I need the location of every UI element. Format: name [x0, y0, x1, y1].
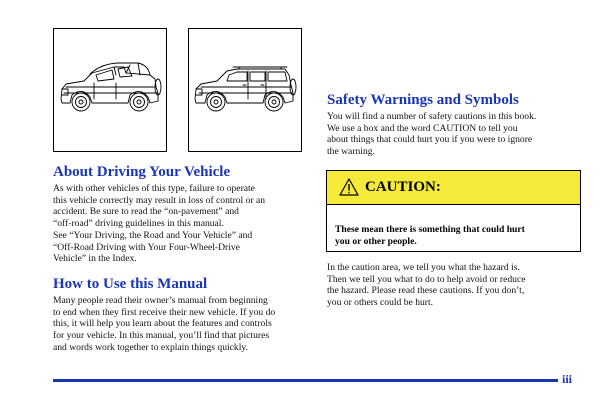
page-number: iii [562, 372, 573, 386]
safety-line: about things that could hurt you if you were to ignore [327, 134, 533, 146]
about-line: this vehicle correctly may result in loss of control or an [53, 194, 266, 206]
safety-warnings-paragraph [327, 111, 583, 158]
convertible-vehicle-illustration [53, 28, 167, 152]
safety-line: We use a box and the word CAUTION to tell you [327, 122, 518, 134]
caution-header [327, 171, 580, 205]
safety-warnings-heading: Safety Warnings and Symbols [327, 92, 519, 108]
caution-area-paragraph [327, 262, 583, 309]
caution-text [335, 224, 575, 248]
four-door-hardtop-suv-icon [189, 29, 301, 151]
caution-line: you or other people. [335, 235, 417, 247]
caution-area-line: you or others could be hurt. [327, 297, 434, 309]
soft-top-convertible-suv-icon [54, 29, 166, 151]
safety-line: the warning. [327, 146, 375, 158]
howto-line: to end when they first receive their new vehicle. If you do [53, 306, 276, 318]
howto-line: this, it will help you learn about the features and controls [53, 318, 272, 330]
footer-rule [53, 379, 558, 382]
howto-line: for your vehicle. In this manual, you’ll find that pictures [53, 330, 270, 342]
about-line: “Off-Road Driving with Your Four-Wheel-Drive [53, 241, 240, 253]
caution-line: These mean there is something that could hurt [335, 223, 525, 235]
caution-area-line: the hazard. Please read these cautions. If you don’t, [327, 285, 525, 297]
about-line: As with other vehicles of this type, failure to operate [53, 183, 255, 194]
about-line: “off-road” driving guidelines in this manual. [53, 218, 224, 230]
howto-line: Many people read their owner’s manual from beginning [53, 295, 268, 306]
about-line: Vehicle” in the Index. [53, 253, 137, 265]
about-line: accident. Be sure to read the “on-pavement” and [53, 206, 239, 218]
warning-triangle-icon [339, 178, 359, 196]
about-driving-paragraph [53, 183, 315, 265]
caution-area-line: Then we tell you what to do to help avoid or reduce [327, 273, 526, 285]
about-driving-heading: About Driving Your Vehicle [53, 164, 231, 180]
safety-line: You will find a number of safety cautions in this book. [327, 111, 537, 122]
hardtop-vehicle-illustration [188, 28, 302, 152]
caution-box [326, 170, 581, 252]
how-to-use-heading: How to Use this Manual [53, 276, 208, 292]
how-to-use-paragraph [53, 295, 315, 354]
about-line: See “Your Driving, the Road and Your Vehicle” and [53, 229, 253, 241]
caution-area-line: In the caution area, we tell you what the hazard is. [327, 262, 520, 273]
caution-title: CAUTION: [365, 179, 441, 195]
howto-line: and words work together to explain things quickly. [53, 341, 248, 353]
